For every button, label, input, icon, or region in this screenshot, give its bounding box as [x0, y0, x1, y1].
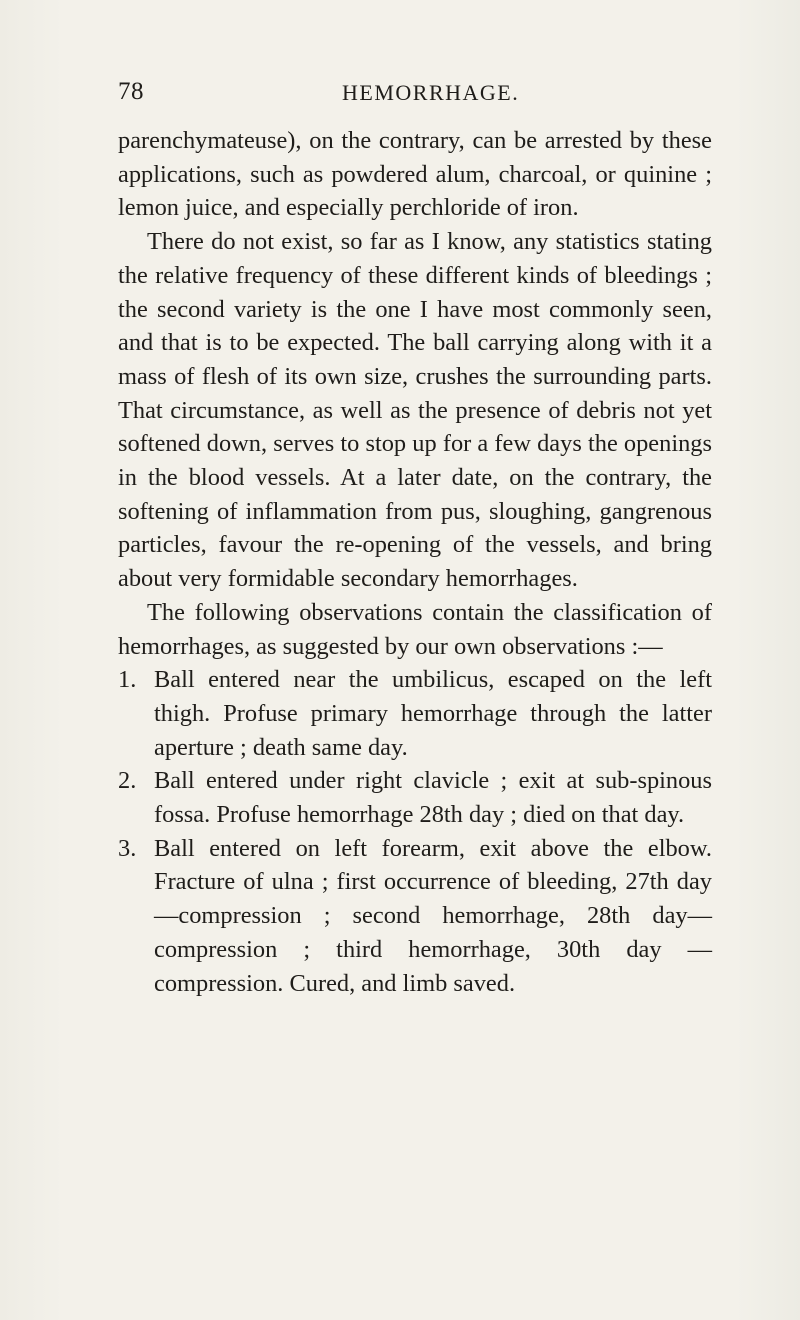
list-item-number: 3.	[118, 834, 137, 862]
paragraph-observations-intro: The following observations contain the classification of hemorrhages, as suggested by our own observations :—	[118, 598, 712, 660]
list-item-number: 2.	[118, 767, 137, 795]
paragraph-statistics: There do not exist, so far as I know, any statistics stating the relative frequency of these different kinds of bleedings ; the second variety is the one I have most commonly seen, and that is to be expected. The ball carrying along with it a mass of flesh of its own size, crushes the surrounding parts. That circumstance, as well as the presence of debris not yet softened down, serves to stop up for a few days the openings in the blood vessels. At a later date, on the contrary, the softening of inflammation from pus, sloughing, gangrenous particles, favour the re-opening of the vessels, and bring about very formidable secondary hemorrhages.	[118, 228, 712, 593]
running-head: HEMORRHAGE.	[342, 80, 520, 105]
paragraph-continuation: parenchymateuse), on the contrary, can be arrested by these applications, such as powdered alum, charcoal, or quinine ; lemon juice, and especially perchloride of iron.	[118, 127, 712, 222]
list-item-number: 1.	[118, 666, 137, 694]
list-item	[118, 764, 712, 831]
list-item-text: Ball entered on left forearm, exit above the elbow. Fracture of ulna ; first occurrence of bleeding, 27th day—compression ; second hemorrhage, 28th day—compression ; third hemorrhage, 30th day —compression. Cured, and limb saved.	[154, 834, 712, 997]
list-item	[118, 832, 712, 1001]
page-number: 78	[118, 78, 144, 105]
list-item-text: Ball entered under right clavicle ; exit at sub-spinous fossa. Profuse hemorrhage 28th day ; died on that day.	[154, 767, 712, 829]
list-item	[118, 663, 712, 764]
body-text	[118, 124, 712, 1000]
page-header	[118, 78, 710, 114]
list-item-text: Ball entered near the umbilicus, escaped on the left thigh. Profuse primary hemorrhage through the latter aperture ; death same day.	[154, 666, 712, 761]
observations-list	[118, 663, 712, 1000]
